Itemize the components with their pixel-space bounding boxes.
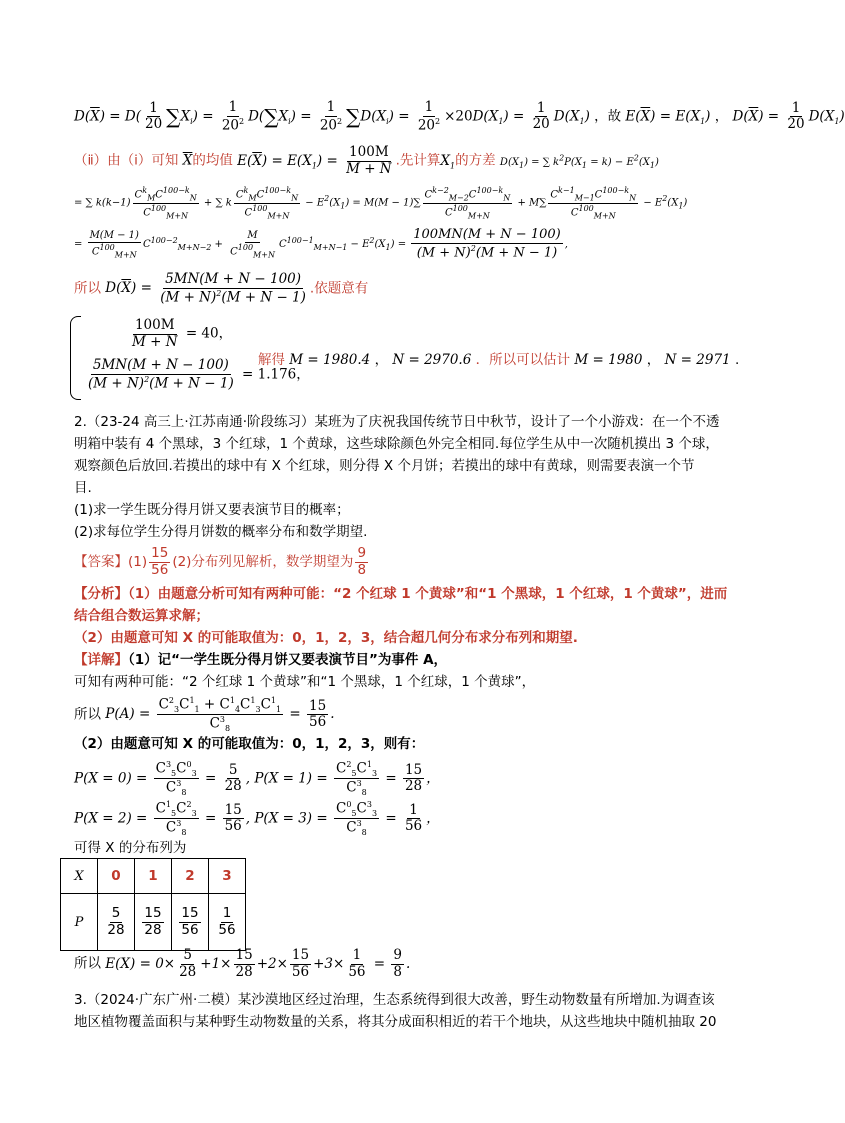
answer-label: 【答案】 [74,554,128,571]
detail-prob-a: 所以 P(A) = $\frac{C^2_3C^1_1 + C^1_4C^1_3C^1_1}{C^3_8}$ = $\frac{15}{56}$ . [74,696,335,734]
analysis-line-1 [74,586,727,603]
answer-part-1: (1) [128,554,148,571]
variance-result-line: 所以 $D(\overline{X})$ = $\frac{5MN(M + N - 100)}{(M + N)^2(M + N - 1)}$ .依题意有 [74,271,369,306]
text-gu: ，故 [594,108,622,125]
question-2: (2)求每位学生分得月饼数的概率分布和数学期望. [74,524,368,540]
problem-2-text-1: 2.（23-24 高三上·江苏南通·阶段练习）某班为了庆祝我国传统节日中秋节，设计了一个小游戏：在一个不透 [74,414,720,430]
table-prob: $\frac{15}{28}$ [135,894,172,951]
problem-2-text-3: 观察颜色后放回.若摸出的球中有 X 个红球，则分得 X 个月饼；若摸出的球中有黄球，则需要表演一个节 [74,458,695,474]
answer-line: 【答案】(1) $\frac{15}{56}$ (2)分布列见解析，数学期望为 $\frac{9}{8}$ [74,545,367,578]
table-prob: $\frac{5}{28}$ [98,894,135,951]
analysis-label: 【分析】 [74,586,128,602]
part-ii-label: （ⅱ）由（ⅰ）可知 [74,152,179,169]
equation-2: $\frac{5MN(M + N - 100)}{(M + N)^2(M + N - 1)}$ = 1.176， [88,357,310,392]
solution-line: 解得 M = 1980.4 ， N = 2970.6 ．所以可以估计 M = 1980 ， N = 2971 . [258,352,740,368]
equation-brace [70,316,81,400]
so-label: 所以 [74,280,101,297]
prob-x0-x1: P(X = 0) = $\frac{C^3_5C^0_3}{C^3_8}$ = $\frac{5}{28}$ , P(X = 1) = $\frac{C^2_5C^1_3}{C^3_8}$ = $\frac{15}{28}$ ， [74,760,440,798]
problem-3-text-1: 3.（2024·广东广州·二模）某沙漠地区经过治理，生态系统得到很大改善，野生动物数量有所增加.为调查该 [74,992,715,1008]
table-prob: $\frac{1}{56}$ [209,894,246,951]
equation-1: $\frac{100M}{M + N}$ = 40， [132,317,233,350]
distribution-caption: 可得 X 的分布列为 [74,840,187,856]
table-header-p: P [61,894,98,951]
problem-2-text-4: 目. [74,480,92,496]
detail-line-3: （2）由题意可知 X 的可能取值为：0，1，2，3，则有： [74,736,425,752]
detail-text-1: （1）记“一学生既分得月饼又要表演节目”为事件 A， [128,652,448,668]
detail-so: 所以 [74,706,101,723]
distribution-table [60,858,246,951]
table-value: 0 [98,859,135,894]
solve-label: 解得 [258,352,285,368]
variance-expansion-line-1: = ∑ k(k−1) $\frac{C^k_MC^{100-k}_N}{C^{100}_{M+N}}$ + ∑ k $\frac{C^k_MC^{100-k}_N}{C^{100}_{M+N}}$ − $E^2(X_1) = M(M - 1)\sum$ $\frac{C^{k-2}_{M-2}C^{100-k}_N}{C^{100}_{M+N}}$ + M∑ $\frac{C^{k-1}_{M-1}C^{100-k}_N}{C^{100}_{M+N}}$ − $E^2(X_1)$ [74,186,688,220]
so-tail: .依题意有 [309,280,369,297]
text-comma: ， [714,108,729,125]
analysis-text-1: （1）由题意分析可知有两种可能：“2 个红球 1 个黄球”和“1 个黑球，1 个红球，1 个黄球”，进而 [128,586,728,602]
analysis-line-2: 结合组合数运算求解； [74,608,209,624]
variance-derivation-line: $D(\overline{X}) = D$( $\frac{1}{20}$ $\sum X_i$) = $\frac{1}{20^2}$ $D(\sum X_i)$ = $\frac{1}{20^2}$ $\sum D(X_i)$ = $\frac{1}{20^2}$ $\times 20D(X_1)$ = $\frac{1}{20}$ $D(X_1)$ ，故 $E(\overline{X}) = E(X_1)$ ， $D(\overline{X})$ = $\frac{1}{20}$ $D(X_1)$ [74,99,845,134]
table-value: 2 [172,859,209,894]
part-ii-text-var: 的方差 [455,152,496,169]
part-ii-line: （ⅱ）由（ⅰ）可知 $\overline{X}$的均值 $E(\overline{X}) = E(X_1)$ = $\frac{100M}{M + N}$ .先计算$X_1$的方差 $D(X_1)$ = ∑ $k^2P(X_1 = k) - E^2(X_1)$ [74,144,659,177]
table-header-x: X [61,859,98,894]
table-value: 3 [209,859,246,894]
detail-label: 【详解】 [74,652,128,668]
variance-expansion-line-2: = $\frac{M(M - 1)}{C^{100}_{M+N}}$ $C^{100-2}_{M+N-2}$ + $\frac{M}{C^{100}_{M+N}}$ $C^{100-1}_{M+N-1} - E^2(X_1)$ = $\frac{100MN(M + N - 100)}{(M + N)^2(M + N - 1)}$ , [74,227,568,261]
part-ii-text-mean: 的均值 [192,152,233,169]
table-row [61,859,246,894]
detail-line-2: 可知有两种可能：“2 个红球 1 个黄球”和“1 个黑球，1 个红球，1 个黄球”， [74,674,536,690]
estimate-label: ．所以可以估计 [475,352,571,368]
analysis-line-3: （2）由题意可知 X 的可能取值为：0，1，2，3，结合超几何分布求分布列和期望. [74,630,578,646]
problem-3-text-2: 地区植物覆盖面积与某种野生动物数量的关系，将其分成面积相近的若干个地块，从这些地块中随机抽取 20 [74,1014,717,1030]
table-value: 1 [135,859,172,894]
answer-part-2: (2)分布列见解析，数学期望为 [172,554,354,571]
prob-x2-x3: P(X = 2) = $\frac{C^1_5C^2_3}{C^3_8}$ = $\frac{15}{56}$ , P(X = 3) = $\frac{C^0_5C^3_3}{C^3_8}$ = $\frac{1}{56}$ ， [74,800,440,838]
table-prob: $\frac{15}{56}$ [172,894,209,951]
question-1: (1)求一学生既分得月饼又要表演节目的概率； [74,502,350,518]
expectation-so: 所以 [74,955,101,972]
detail-line-1 [74,652,447,669]
expectation-line: 所以 E(X) = 0× $\frac{5}{28}$ +1× $\frac{15}{28}$ +2× $\frac{15}{56}$ +3× $\frac{1}{56}$ = $\frac{9}{8}$ . [74,947,411,980]
table-row [61,894,246,951]
problem-2-text-2: 明箱中装有 4 个黑球，3 个红球，1 个黄球，这些球除颜色外完全相同.每位学生从中一次随机摸出 3 个球， [74,436,719,452]
part-ii-text-compute: 先计算 [399,152,441,169]
